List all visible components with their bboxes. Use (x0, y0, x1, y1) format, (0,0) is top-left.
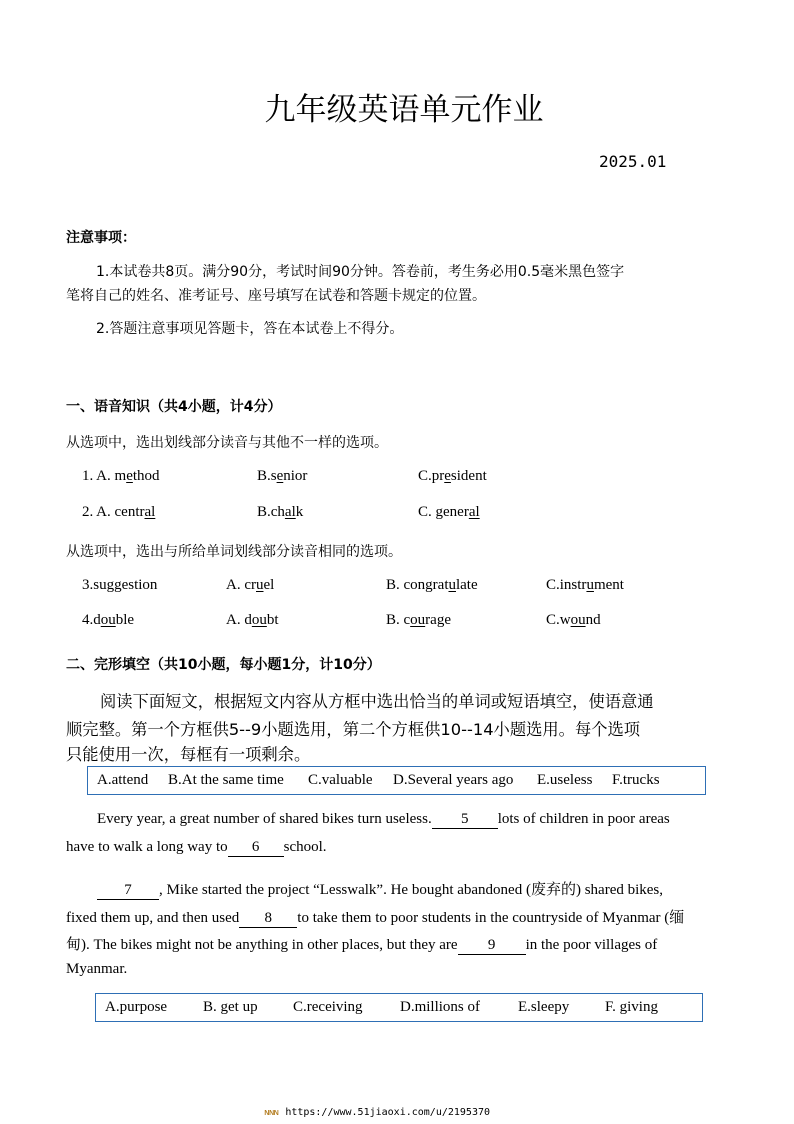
word-box-2-option: F. giving (605, 999, 658, 1015)
word-box-1 (87, 766, 706, 795)
question-4-option-c: C.wound (546, 612, 601, 628)
word-box-1-option: B.At the same time (168, 772, 284, 788)
section-2-intro-line-1: 阅读下面短文，根据短文内容从方框中选出恰当的单词或短语填空，使语意通 (100, 692, 654, 711)
page-title: 九年级英语单元作业 (264, 92, 544, 128)
blank-5[interactable]: 5 (432, 812, 498, 829)
passage-paragraph-1-line-2: have to walk a long way to 6 school. (66, 839, 327, 855)
question-3-option-b: B. congratulate (386, 577, 478, 593)
question-4-option-b: B. courage (386, 612, 451, 628)
word-box-1-option: F.trucks (612, 772, 660, 788)
blank-9[interactable]: 9 (458, 938, 526, 955)
word-box-1-option: C.valuable (308, 772, 373, 788)
question-2-option-b: B.chalk (257, 504, 304, 520)
footer-logo: ɴɴɴ (264, 1108, 279, 1118)
blank-6[interactable]: 6 (228, 840, 284, 857)
section-1-instruction-1: 从选项中，选出划线部分读音与其他不一样的选项。 (66, 435, 388, 451)
question-1-option-a: 1. A. method (82, 468, 160, 484)
footer (264, 1107, 490, 1118)
blank-8[interactable]: 8 (239, 911, 297, 928)
passage-paragraph-2-line-4: Myanmar. (66, 961, 128, 977)
question-4-word: 4.double (82, 612, 135, 628)
notice-item-1-line-2: 笔将自己的姓名、准考证号、座号填写在试卷和答题卡规定的位置。 (66, 288, 486, 304)
notice-heading: 注意事项： (66, 230, 136, 246)
question-2-option-c: C. general (418, 504, 480, 520)
question-3-option-a: A. cruel (226, 577, 275, 593)
question-1-option-c: C.president (418, 468, 487, 484)
word-box-1-option: D.Several years ago (393, 772, 514, 788)
word-box-1-option: A.attend (97, 772, 149, 788)
word-box-1-option: E.useless (537, 772, 593, 788)
word-box-2-option: C.receiving (293, 999, 363, 1015)
section-2-heading: 二、完形填空（共10小题，每小题1分，计10分） (66, 657, 381, 673)
question-3-word: 3.suggestion (82, 577, 158, 593)
word-box-2-option: B. get up (203, 999, 258, 1015)
date: 2025.01 (599, 152, 667, 171)
word-box-2 (95, 993, 703, 1022)
notice-item-2: 2.答题注意事项见答题卡，答在本试卷上不得分。 (96, 321, 404, 337)
notice-item-1-line-1: 1.本试卷共8页。满分90分，考试时间90分钟。答卷前，考生务必用0.5毫米黑色签字 (96, 264, 625, 280)
question-3-option-c: C.instrument (546, 577, 624, 593)
question-4-option-a: A. doubt (226, 612, 279, 628)
section-1-heading: 一、语音知识（共4小题，计4分） (66, 399, 282, 415)
section-2-intro-line-2: 顺完整。第一个方框供5--9小题选用，第二个方框供10--14小题选用。每个选项 (66, 720, 641, 739)
section-1-instruction-2: 从选项中，选出与所给单词划线部分读音相同的选项。 (66, 544, 402, 560)
footer-url[interactable]: https://www.51jiaoxi.com/u/2195370 (285, 1107, 491, 1118)
question-1-option-b: B.senior (257, 468, 308, 484)
passage-paragraph-1-line-1: Every year, a great number of shared bikes turn useless. 5 lots of children in poor areas (97, 811, 670, 827)
passage-paragraph-2-line-2: fixed them up, and then used 8 to take them to poor students in the countryside of Myanmar (缅 (66, 910, 685, 926)
word-box-2-option: D.millions of (400, 999, 481, 1015)
passage-paragraph-2-line-1: 7 , Mike started the project “Lesswalk”. He bought abandoned (废弃的) shared bikes, (97, 878, 663, 900)
passage-paragraph-2-line-3: 甸). The bikes might not be anything in other places, but they are 9 in the poor villages of (66, 937, 658, 953)
word-box-2-option: E.sleepy (518, 999, 570, 1015)
blank-7[interactable]: 7 (97, 883, 159, 900)
section-2-intro-line-3: 只能使用一次，每框有一项剩余。 (66, 745, 311, 764)
word-box-2-option: A.purpose (105, 999, 168, 1015)
question-2-option-a: 2. A. central (82, 504, 156, 520)
